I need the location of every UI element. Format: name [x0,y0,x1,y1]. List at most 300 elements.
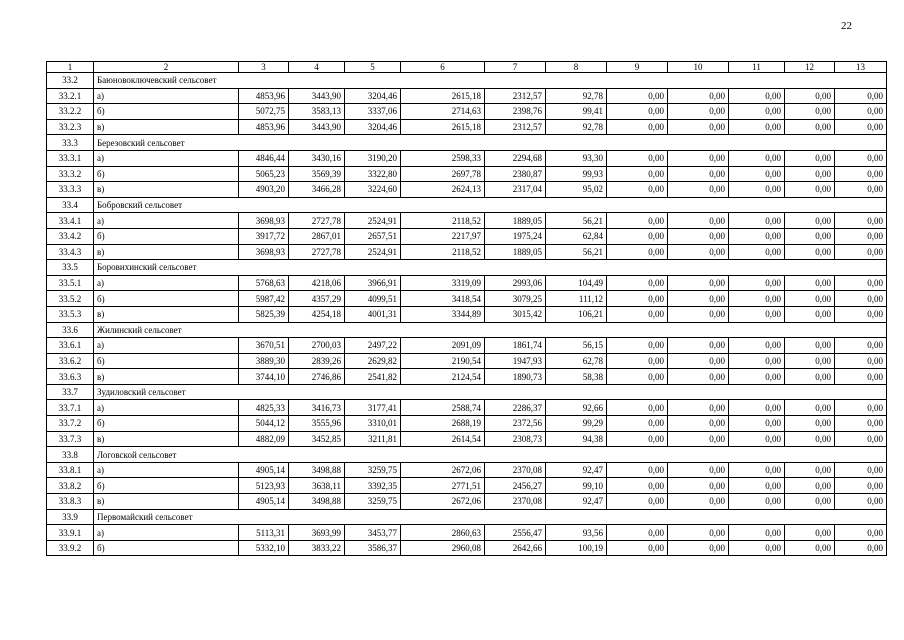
value-cell: 2860,63 [401,525,485,541]
table-row [47,338,887,354]
table-row [47,104,887,120]
value-cell: 0,00 [835,119,887,135]
value-cell: 2524,91 [345,244,401,260]
value-cell: 111,12 [546,291,607,307]
value-cell: 0,00 [785,462,835,478]
value-cell: 0,00 [835,525,887,541]
row-variant: б) [94,478,239,494]
value-cell: 2727,78 [289,213,345,229]
row-code: 33.6.2 [47,353,94,369]
table-row [47,369,887,385]
value-cell: 0,00 [835,353,887,369]
value-cell: 0,00 [729,150,785,166]
value-cell: 2118,52 [401,213,485,229]
table-row [47,166,887,182]
value-cell: 0,00 [729,369,785,385]
section-row [47,73,887,89]
value-cell: 0,00 [607,213,668,229]
value-cell: 2642,66 [485,540,546,556]
value-cell: 0,00 [607,228,668,244]
row-variant: б) [94,291,239,307]
value-cell: 99,41 [546,104,607,120]
value-cell: 0,00 [785,213,835,229]
value-cell: 1890,73 [485,369,546,385]
value-cell: 1975,24 [485,228,546,244]
value-cell: 0,00 [835,228,887,244]
value-cell: 4846,44 [239,150,289,166]
row-code: 33.3.1 [47,150,94,166]
value-cell: 2867,01 [289,228,345,244]
value-cell: 3833,22 [289,540,345,556]
row-variant: в) [94,431,239,447]
table-row [47,119,887,135]
value-cell: 0,00 [668,166,729,182]
value-cell: 0,00 [607,462,668,478]
value-cell: 0,00 [835,150,887,166]
value-cell: 0,00 [835,416,887,432]
value-cell: 0,00 [668,291,729,307]
row-code: 33.7.1 [47,400,94,416]
value-cell: 3015,42 [485,306,546,322]
row-variant: б) [94,104,239,120]
header-cell: 9 [607,62,668,73]
value-cell: 0,00 [668,462,729,478]
value-cell: 0,00 [835,478,887,494]
section-row [47,384,887,400]
value-cell: 0,00 [785,88,835,104]
value-cell: 5768,63 [239,275,289,291]
section-row [47,135,887,151]
value-cell: 0,00 [729,431,785,447]
header-cell: 1 [47,62,94,73]
value-cell: 0,00 [607,291,668,307]
value-cell: 3498,88 [289,494,345,510]
value-cell: 3322,80 [345,166,401,182]
header-cell: 3 [239,62,289,73]
value-cell: 0,00 [835,494,887,510]
value-cell: 0,00 [607,104,668,120]
value-cell: 0,00 [668,416,729,432]
value-cell: 3555,96 [289,416,345,432]
value-cell: 0,00 [668,369,729,385]
value-cell: 0,00 [729,306,785,322]
table-row [47,416,887,432]
value-cell: 0,00 [785,400,835,416]
value-cell: 4099,51 [345,291,401,307]
value-cell: 0,00 [785,306,835,322]
value-cell: 106,21 [546,306,607,322]
row-variant: б) [94,228,239,244]
value-cell: 0,00 [607,400,668,416]
value-cell: 0,00 [668,478,729,494]
value-cell: 1889,05 [485,213,546,229]
row-code: 33.8.2 [47,478,94,494]
value-cell: 0,00 [835,462,887,478]
table-row [47,478,887,494]
value-cell: 95,02 [546,182,607,198]
value-cell: 0,00 [785,540,835,556]
value-cell: 4853,96 [239,119,289,135]
value-cell: 3259,75 [345,494,401,510]
value-cell: 3698,93 [239,244,289,260]
section-row [47,322,887,338]
value-cell: 0,00 [729,353,785,369]
row-variant: а) [94,462,239,478]
value-cell: 3204,46 [345,88,401,104]
value-cell: 3670,51 [239,338,289,354]
value-cell: 4882,09 [239,431,289,447]
row-variant: а) [94,338,239,354]
value-cell: 0,00 [607,525,668,541]
value-cell: 0,00 [607,150,668,166]
header-cell: 7 [485,62,546,73]
section-row [47,197,887,213]
header-cell: 2 [94,62,239,73]
header-cell: 13 [835,62,887,73]
section-title: Бобровский сельсовет [94,197,887,213]
row-variant: а) [94,525,239,541]
value-cell: 0,00 [729,494,785,510]
section-row [47,447,887,463]
value-cell: 2993,06 [485,275,546,291]
value-cell: 3966,91 [345,275,401,291]
table-row [47,150,887,166]
value-cell: 3430,16 [289,150,345,166]
row-variant: в) [94,182,239,198]
value-cell: 2497,22 [345,338,401,354]
value-cell: 2372,56 [485,416,546,432]
value-cell: 0,00 [668,431,729,447]
header-cell: 6 [401,62,485,73]
value-cell: 2588,74 [401,400,485,416]
value-cell: 0,00 [729,525,785,541]
value-cell: 56,21 [546,244,607,260]
row-variant: а) [94,400,239,416]
value-cell: 0,00 [668,525,729,541]
value-cell: 0,00 [729,540,785,556]
row-code: 33.6.1 [47,338,94,354]
value-cell: 0,00 [785,166,835,182]
value-cell: 3259,75 [345,462,401,478]
value-cell: 2190,54 [401,353,485,369]
section-code: 33.7 [47,384,94,400]
value-cell: 62,78 [546,353,607,369]
header-cell: 8 [546,62,607,73]
value-cell: 0,00 [729,88,785,104]
value-cell: 0,00 [729,166,785,182]
value-cell: 92,78 [546,119,607,135]
value-cell: 2657,51 [345,228,401,244]
value-cell: 2672,06 [401,494,485,510]
value-cell: 0,00 [835,213,887,229]
row-code: 33.7.3 [47,431,94,447]
value-cell: 3344,89 [401,306,485,322]
value-cell: 3224,60 [345,182,401,198]
row-variant: в) [94,369,239,385]
value-cell: 3744,10 [239,369,289,385]
section-title: Баюновоключевский сельсовет [94,73,887,89]
value-cell: 0,00 [729,338,785,354]
row-code: 33.4.1 [47,213,94,229]
value-cell: 93,30 [546,150,607,166]
value-cell: 1889,05 [485,244,546,260]
value-cell: 0,00 [668,306,729,322]
value-cell: 0,00 [729,416,785,432]
value-cell: 0,00 [835,400,887,416]
value-cell: 0,00 [607,416,668,432]
value-cell: 0,00 [785,182,835,198]
value-cell: 1947,93 [485,353,546,369]
row-code: 33.6.3 [47,369,94,385]
value-cell: 100,19 [546,540,607,556]
section-row [47,260,887,276]
value-cell: 2960,08 [401,540,485,556]
value-cell: 0,00 [729,400,785,416]
value-cell: 0,00 [668,494,729,510]
value-cell: 58,38 [546,369,607,385]
row-code: 33.5.1 [47,275,94,291]
value-cell: 2308,73 [485,431,546,447]
value-cell: 3211,81 [345,431,401,447]
value-cell: 0,00 [785,353,835,369]
value-cell: 94,38 [546,431,607,447]
value-cell: 2118,52 [401,244,485,260]
header-row [47,62,887,73]
value-cell: 0,00 [668,275,729,291]
value-cell: 0,00 [785,431,835,447]
value-cell: 2615,18 [401,88,485,104]
value-cell: 2294,68 [485,150,546,166]
value-cell: 0,00 [729,478,785,494]
value-cell: 0,00 [729,462,785,478]
value-cell: 0,00 [785,478,835,494]
value-cell: 3204,46 [345,119,401,135]
section-title: Боровихинский сельсовет [94,260,887,276]
value-cell: 2598,33 [401,150,485,166]
value-cell: 2771,51 [401,478,485,494]
value-cell: 2727,78 [289,244,345,260]
row-code: 33.5.2 [47,291,94,307]
value-cell: 0,00 [668,213,729,229]
value-cell: 0,00 [785,369,835,385]
value-cell: 0,00 [607,244,668,260]
header-cell: 10 [668,62,729,73]
value-cell: 0,00 [668,353,729,369]
value-cell: 0,00 [835,244,887,260]
table-row [47,494,887,510]
value-cell: 99,29 [546,416,607,432]
value-cell: 0,00 [729,182,785,198]
value-cell: 56,15 [546,338,607,354]
row-variant: в) [94,494,239,510]
header-cell: 12 [785,62,835,73]
value-cell: 62,84 [546,228,607,244]
table-row [47,291,887,307]
table-row [47,306,887,322]
value-cell: 0,00 [607,166,668,182]
value-cell: 0,00 [835,166,887,182]
value-cell: 2746,86 [289,369,345,385]
value-cell: 1861,74 [485,338,546,354]
value-cell: 0,00 [785,244,835,260]
section-code: 33.6 [47,322,94,338]
value-cell: 2614,54 [401,431,485,447]
value-cell: 3638,11 [289,478,345,494]
table-row [47,353,887,369]
section-title: Логовской сельсовет [94,447,887,463]
value-cell: 0,00 [729,291,785,307]
value-cell: 0,00 [668,119,729,135]
value-cell: 92,47 [546,462,607,478]
value-cell: 0,00 [607,431,668,447]
value-cell: 5987,42 [239,291,289,307]
value-cell: 0,00 [785,228,835,244]
row-variant: б) [94,166,239,182]
table-row [47,88,887,104]
value-cell: 3310,01 [345,416,401,432]
value-cell: 0,00 [785,416,835,432]
table-row [47,400,887,416]
value-cell: 0,00 [785,338,835,354]
value-cell: 3392,35 [345,478,401,494]
header-cell: 11 [729,62,785,73]
value-cell: 2456,27 [485,478,546,494]
value-cell: 0,00 [835,291,887,307]
value-cell: 0,00 [835,104,887,120]
value-cell: 0,00 [785,275,835,291]
value-cell: 2312,57 [485,88,546,104]
data-table [46,61,887,556]
value-cell: 5044,12 [239,416,289,432]
value-cell: 0,00 [785,525,835,541]
value-cell: 2370,08 [485,494,546,510]
value-cell: 0,00 [835,182,887,198]
row-variant: б) [94,416,239,432]
value-cell: 3698,93 [239,213,289,229]
row-variant: в) [94,119,239,135]
value-cell: 2556,47 [485,525,546,541]
table-row [47,462,887,478]
value-cell: 0,00 [607,494,668,510]
value-cell: 3498,88 [289,462,345,478]
value-cell: 3693,99 [289,525,345,541]
value-cell: 0,00 [668,244,729,260]
section-title: Первомайский сельсовет [94,509,887,525]
table-row [47,228,887,244]
value-cell: 3453,77 [345,525,401,541]
value-cell: 0,00 [607,306,668,322]
table-row [47,182,887,198]
value-cell: 99,93 [546,166,607,182]
value-cell: 0,00 [607,88,668,104]
table-row [47,431,887,447]
value-cell: 2370,08 [485,462,546,478]
row-code: 33.8.1 [47,462,94,478]
value-cell: 5825,39 [239,306,289,322]
table-row [47,525,887,541]
value-cell: 3569,39 [289,166,345,182]
value-cell: 0,00 [729,104,785,120]
value-cell: 0,00 [835,369,887,385]
value-cell: 4853,96 [239,88,289,104]
row-code: 33.4.3 [47,244,94,260]
value-cell: 4001,31 [345,306,401,322]
row-variant: б) [94,540,239,556]
value-cell: 0,00 [668,104,729,120]
table-row [47,213,887,229]
value-cell: 2524,91 [345,213,401,229]
value-cell: 0,00 [668,150,729,166]
value-cell: 0,00 [729,244,785,260]
section-title: Березовский сельсовет [94,135,887,151]
row-variant: б) [94,353,239,369]
row-code: 33.3.3 [47,182,94,198]
row-variant: а) [94,150,239,166]
value-cell: 0,00 [607,275,668,291]
section-code: 33.4 [47,197,94,213]
value-cell: 92,66 [546,400,607,416]
value-cell: 4905,14 [239,494,289,510]
value-cell: 3418,54 [401,291,485,307]
value-cell: 0,00 [607,478,668,494]
section-code: 33.8 [47,447,94,463]
value-cell: 0,00 [729,275,785,291]
value-cell: 99,10 [546,478,607,494]
value-cell: 0,00 [785,494,835,510]
value-cell: 0,00 [668,338,729,354]
value-cell: 2714,63 [401,104,485,120]
value-cell: 0,00 [668,228,729,244]
value-cell: 0,00 [668,540,729,556]
value-cell: 93,56 [546,525,607,541]
section-code: 33.5 [47,260,94,276]
row-code: 33.9.2 [47,540,94,556]
value-cell: 4357,29 [289,291,345,307]
value-cell: 3190,20 [345,150,401,166]
value-cell: 0,00 [835,431,887,447]
row-code: 33.2.2 [47,104,94,120]
row-variant: в) [94,244,239,260]
section-title: Жилинский сельсовет [94,322,887,338]
value-cell: 2688,19 [401,416,485,432]
section-code: 33.9 [47,509,94,525]
value-cell: 0,00 [835,540,887,556]
value-cell: 2615,18 [401,119,485,135]
value-cell: 2312,57 [485,119,546,135]
value-cell: 5332,10 [239,540,289,556]
value-cell: 0,00 [785,119,835,135]
value-cell: 2286,37 [485,400,546,416]
row-variant: а) [94,88,239,104]
value-cell: 92,78 [546,88,607,104]
row-code: 33.9.1 [47,525,94,541]
value-cell: 0,00 [607,119,668,135]
value-cell: 0,00 [729,228,785,244]
value-cell: 2380,87 [485,166,546,182]
value-cell: 4825,33 [239,400,289,416]
row-variant: в) [94,306,239,322]
value-cell: 3466,28 [289,182,345,198]
value-cell: 3917,72 [239,228,289,244]
value-cell: 2697,78 [401,166,485,182]
value-cell: 2700,03 [289,338,345,354]
value-cell: 3443,90 [289,88,345,104]
value-cell: 0,00 [668,182,729,198]
section-title: Зудиловский сельсовет [94,384,887,400]
value-cell: 2541,82 [345,369,401,385]
value-cell: 2091,09 [401,338,485,354]
row-code: 33.5.3 [47,306,94,322]
